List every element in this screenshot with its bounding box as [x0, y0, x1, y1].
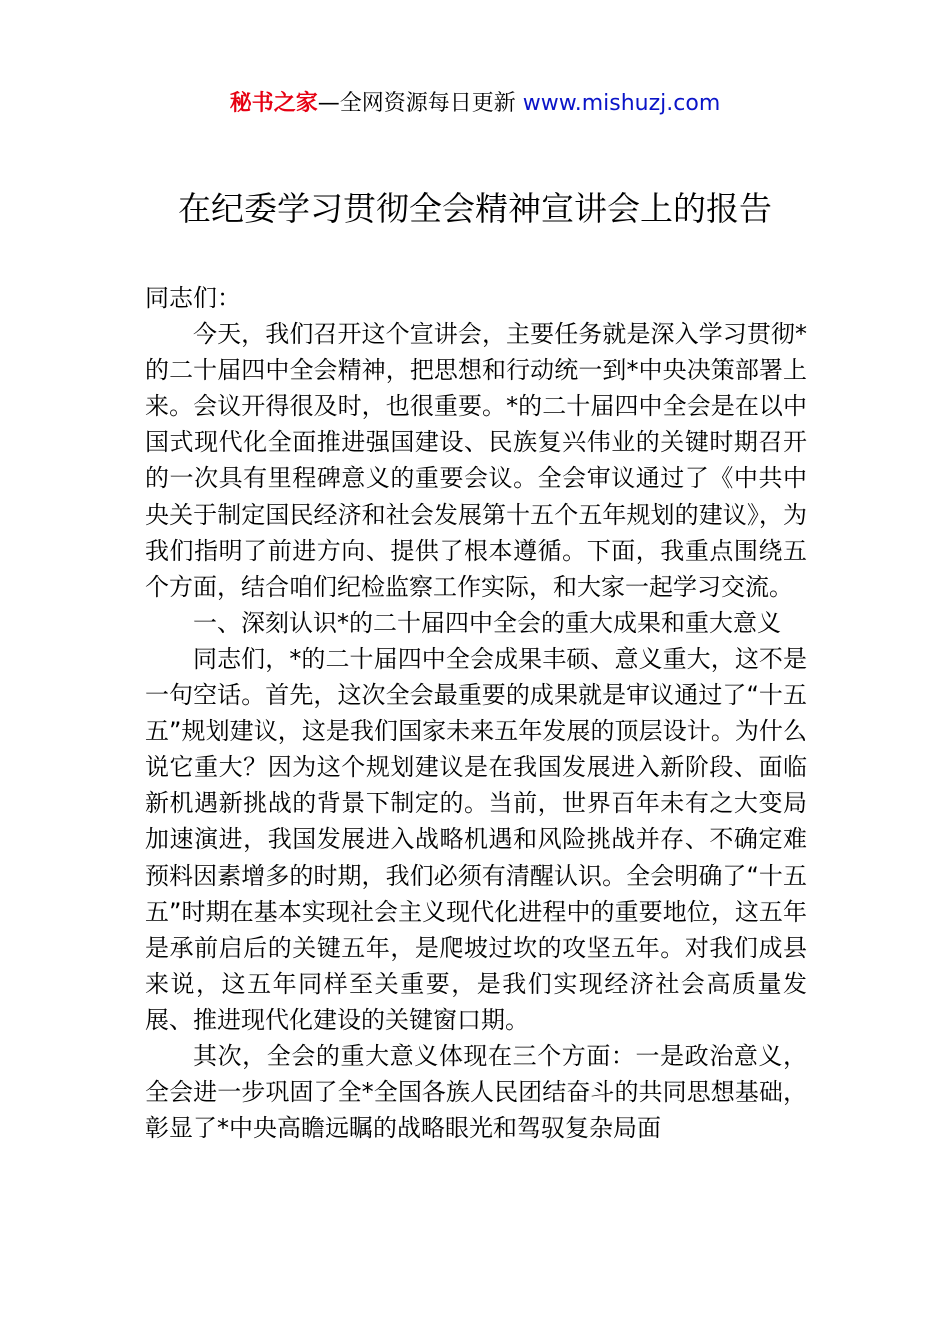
- body-paragraph: 今天，我们召开这个宣讲会，主要任务就是深入学习贯彻*的二十届四中全会精神，把思想和行动统一到*中央决策部署上来。会议开得很及时，也很重要。*的二十届四中全会是在以中国式现代化全面推进强国建设、民族复兴伟业的关键时期召开的一次具有里程碑意义的重要会议。全会审议通过了《中共中央关于制定国民经济和社会发展第十五个五年规划的建议》，为我们指明了前进方向、提供了根本遵循。下面，我重点围绕五个方面，结合咱们纪检监察工作实际，和大家一起学习交流。: [145, 320, 807, 601]
- header-separator: —: [317, 91, 340, 116]
- site-header: [0, 88, 950, 120]
- body-paragraph: 同志们，*的二十届四中全会成果丰硕、意义重大，这不是一句空话。首先，这次全会最重要的成果就是审议通过了“十五五”规划建议，这是我们国家未来五年发展的顶层设计。为什么说它重大？因为这个规划建议是在我国发展进入新阶段、面临新机遇新挑战的背景下制定的。当前，世界百年未有之大变局加速演进，我国发展进入战略机遇和风险挑战并存、不确定难预料因素增多的时期，我们必须有清醒认识。全会明确了“十五五”时期在基本实现社会主义现代化进程中的重要地位，这五年是承前启后的关键五年，是爬坡过坎的攻坚五年。对我们成县来说，这五年同样至关重要，是我们实现经济社会高质量发展、推进现代化建设的关键窗口期。: [145, 644, 807, 1034]
- section-heading: 一、深刻认识*的二十届四中全会的重大成果和重大意义: [193, 608, 781, 637]
- header-tagline: 全网资源每日更新: [339, 91, 516, 116]
- site-url-link[interactable]: www.mishuzj.com: [522, 91, 721, 116]
- salutation: 同志们：: [145, 284, 241, 312]
- body-paragraph: 其次，全会的重大意义体现在三个方面：一是政治意义，全会进一步巩固了全*全国各族人民团结奋斗的共同思想基础，彰显了*中央高瞻远瞩的战略眼光和驾驭复杂局面: [145, 1041, 807, 1143]
- brand-name: 秘书之家: [229, 91, 318, 116]
- document-title: 在纪委学习贯彻全会精神宣讲会上的报告: [178, 189, 772, 228]
- document-body: [145, 280, 807, 1146]
